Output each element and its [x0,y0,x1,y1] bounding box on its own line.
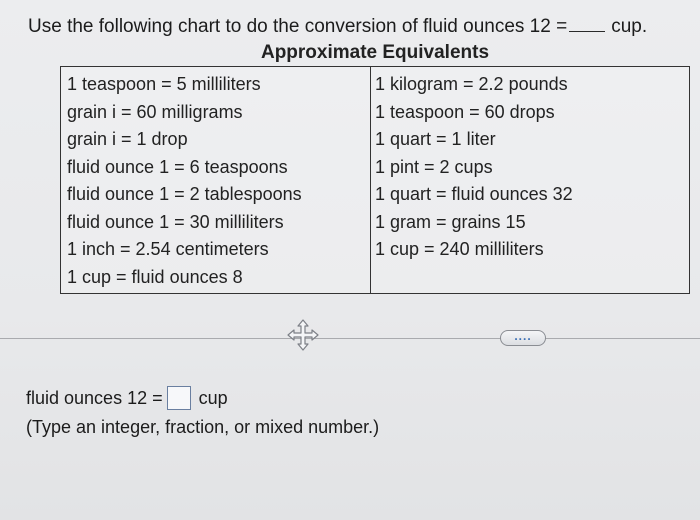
more-options-button[interactable]: .... [500,330,546,346]
table-cell: fluid ounce 1 = 2 tablespoons [67,184,302,204]
question-text [28,14,647,38]
table-left-column [61,67,371,293]
table-cell: grain i = 1 drop [67,129,188,149]
equivalents-table [60,66,690,294]
table-cell: 1 teaspoon = 5 milliliters [67,74,261,94]
table-cell: 1 quart = 1 liter [375,129,496,149]
answer-hint: (Type an integer, fraction, or mixed number.) [26,417,380,437]
table-cell: 1 gram = grains 15 [375,211,526,232]
table-cell: fluid ounce 1 = 30 milliliters [67,211,284,232]
table-cell: 1 pint = 2 cups [375,156,493,177]
equivalents-table-container [60,40,690,294]
answer-unit: cup [198,387,228,408]
table-cell: 1 inch = 2.54 centimeters [67,239,269,259]
table-cell: 1 cup = fluid ounces 8 [67,266,243,287]
answer-input[interactable] [167,386,191,410]
section-divider [0,338,700,339]
question-suffix: cup. [611,16,648,37]
table-right-column [371,67,689,293]
table-cell: 1 teaspoon = 60 drops [375,101,555,122]
answer-line [26,386,228,410]
table-cell: grain i = 60 milligrams [67,101,243,122]
move-arrows-icon[interactable] [286,318,320,352]
table-cell: fluid ounce 1 = 6 teaspoons [67,156,288,177]
answer-prefix: fluid ounces 12 = [26,387,163,408]
table-cell: 1 quart = fluid ounces 32 [375,184,573,204]
table-cell: 1 kilogram = 2.2 pounds [375,74,568,94]
table-title: Approximate Equivalents [260,42,490,63]
question-blank [569,14,605,32]
table-cell: 1 cup = 240 milliliters [375,239,544,259]
question-prefix: Use the following chart to do the conversion of fluid ounces 12 = [28,16,568,37]
